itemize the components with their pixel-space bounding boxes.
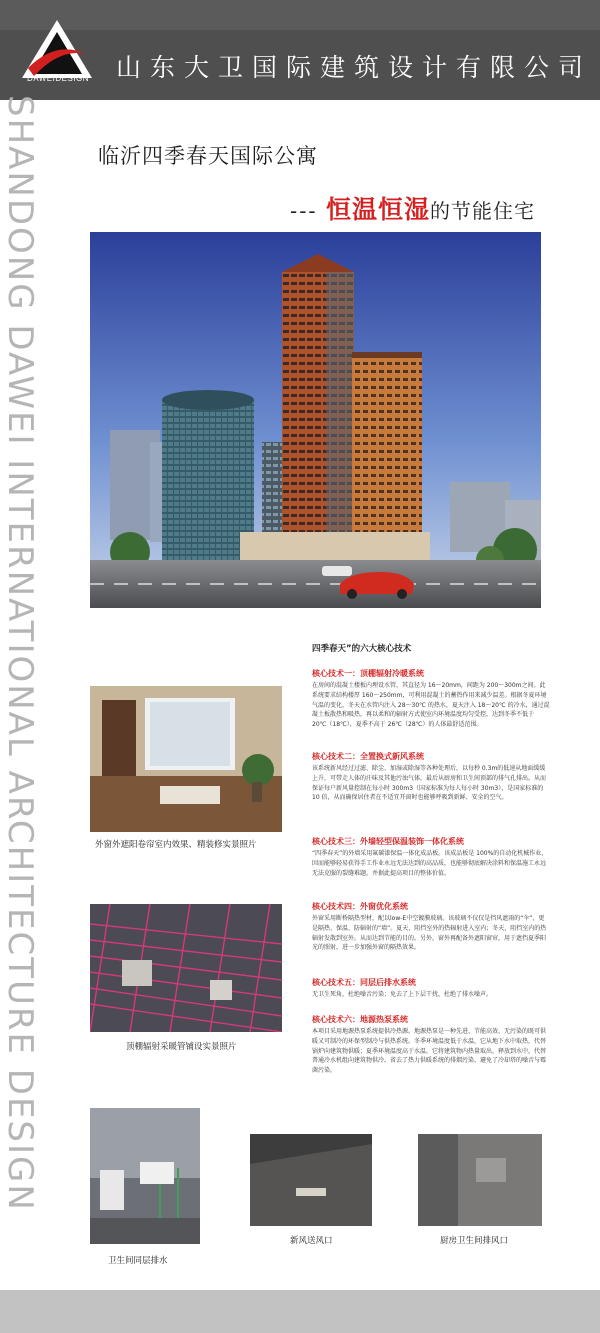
subtitle-dash: --- xyxy=(290,199,327,223)
bathroom-caption: 卫生间同层排水 xyxy=(108,1256,168,1266)
core-tech-intro: 四季春天”的六大核心技术 xyxy=(312,644,412,654)
tech-3-body: “四季春天”的外墙采用氟碳漆保温一体化成品板。该成品板是 100%的自动化机械作业，因而能够轻易获得手工作业永远无法达到的高品质，也能够彻底解决涂料和保温施工永远无法克服的裂缝难题，并据此提高项目的整体价值。 xyxy=(312,850,548,877)
kitchen-exhaust-caption: 厨房卫生间排风口 xyxy=(440,1236,509,1246)
tech-2-heading: 核心技术二：全置换式新风系统 xyxy=(312,752,424,761)
project-title: 临沂四季春天国际公寓 xyxy=(98,144,318,168)
fresh-air-photo xyxy=(250,1134,372,1226)
subtitle-highlight: 恒温恒湿 xyxy=(326,195,431,224)
tech-2-body: 该系统新风经过过滤、除尘、加湿或除湿等各种处理后，以每秒 0.3m的低速从地面缓缓上升，可带走人体的汗味及其他污浊气体，最后从厨房和卫生间顶部的排气孔排出。从而保证每户新风量控制在每小时 300m3（国家标准为每人每小时 30m3），是国家标准的 10 倍，从而确保居住者在不适宜开窗时也能够呼吸到新鲜、安全的空气。 xyxy=(312,765,547,802)
pipes-caption: 顶棚辐射采暖管铺设实景照片 xyxy=(126,1042,237,1052)
logo-text: DAWEIDESIGN xyxy=(26,74,90,83)
tech-6-heading: 核心技术六：地源热泵系统 xyxy=(312,1015,408,1024)
project-subtitle xyxy=(290,190,535,226)
interior-photo xyxy=(90,686,282,832)
tech-3-heading: 核心技术三：外墙轻型保温装饰一体化系统 xyxy=(312,837,464,846)
subtitle-rest: 的节能住宅 xyxy=(430,199,536,223)
pipes-photo xyxy=(90,904,282,1032)
page-footer xyxy=(0,1290,600,1333)
kitchen-exhaust-photo xyxy=(418,1134,542,1226)
bathroom-photo xyxy=(90,1108,200,1244)
tech-6-body: 本项目采用地源热泵系统提供冷热源。地源热泵是一种先进、节能高效、无污染的既可供暖又可制冷的环保型制冷与供热系统。冬季环境温度低于水温，它从地下水中取热，代替锅炉向建筑物供暖；夏季环境温度高于水温，它将建筑物内热量取出，释放到水中，代替普通冷水机组向建筑物供冷。省去了热力供暖系统的排烟污染、避免了冷却塔的噪音与霉菌污染。 xyxy=(312,1028,547,1075)
interior-caption: 外窗外遮阳卷帘室内效果、精装修实景照片 xyxy=(95,840,257,850)
tech-1-heading: 核心技术一：顶棚辐射冷暖系统 xyxy=(312,669,424,678)
fresh-air-caption: 新风送风口 xyxy=(290,1236,333,1246)
building-rendering xyxy=(90,232,541,608)
tech-5-heading: 核心技术五：同层后排水系统 xyxy=(312,978,416,987)
company-name: 山东大卫国际建筑设计有限公司 xyxy=(116,53,593,82)
tech-4-body: 外窗采用断桥隔热型材，配以low-E中空镀膜玻璃。该玻璃不仅仅是挡风遮雨的“伞”，更是隔热、保温、防辐射的“墙”。夏天，阻挡室外的热辐射进入室内；冬天，阻挡室内的热辐射发散到室外。从而达到节能的目的。另外，窗外再配备外遮阳窗帘，用于遮挡夏季阳光的照射，进一步加强外窗的隔热效果。 xyxy=(312,915,547,952)
tech-5-body: 无卫生死角，杜绝噪音污染；免去了上下层干扰，杜绝了排水噪声。 xyxy=(312,991,493,998)
tech-4-heading: 核心技术四：外窗优化系统 xyxy=(312,902,408,911)
tech-1-body: 在房间的混凝土楼板内埋设水管，其直径为 16～20mm，间距为 200～300m之间。此系统要求结构楼厚 160～250mm，可利用混凝土的蓄热作用来减少温差。根据冬夏环境气温的变化，冬天在水管内注入 28～30℃ 的热水，夏天注入 18～20℃ 的冷水，通过混凝土板散热和吸热，再以柔和的辐射方式使室内环境温度均匀受控，达到冬季不低于 20℃（18℃），夏季不高于 26℃（28℃）的人体最舒适范围。 xyxy=(312,682,550,729)
side-vertical-text: SHANDONG DAWEI INTERNATIONAL ARCHITECTURE DESIGN xyxy=(0,95,40,1212)
